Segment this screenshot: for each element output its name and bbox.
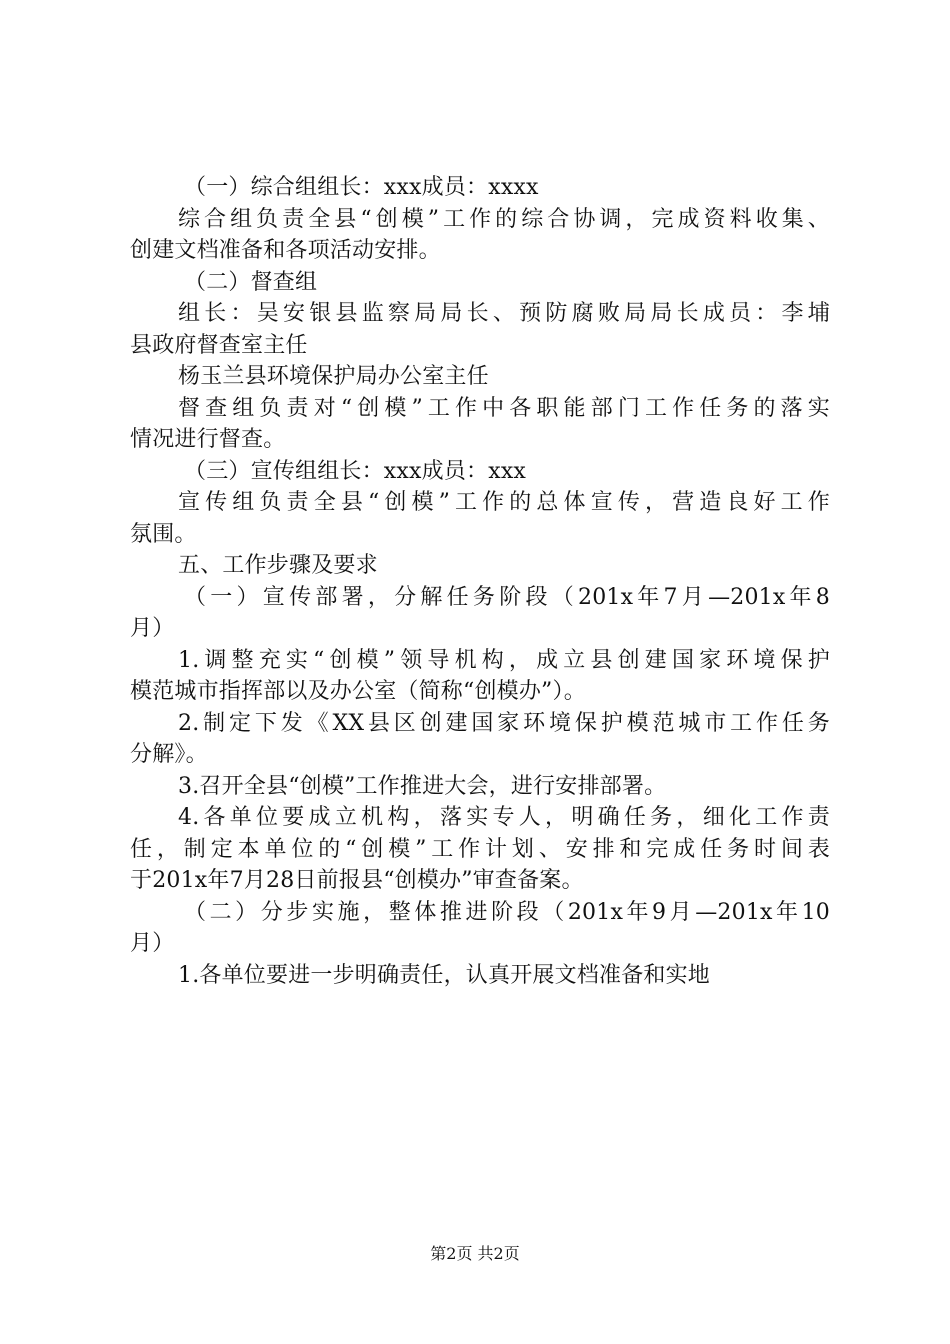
text-line: 模范城市指挥部以及办公室（简称“创模办”）。	[130, 679, 586, 704]
text-line: 宣传组负责全县“创模”工作的总体宣传，营造良好工作	[178, 490, 830, 515]
page-footer: 第2页 共2页	[430, 1244, 520, 1263]
text-line: 2.制定下发《XX县区创建国家环境保护模范城市工作任务	[178, 710, 830, 736]
text-line: 1.调整充实“创模”领导机构，成立县创建国家环境保护	[178, 647, 830, 673]
text-line: 综合组负责全县“创模”工作的综合协调，完成资料收集、	[178, 206, 830, 232]
text-line: （二）分步实施，整体推进阶段（201x年9月—201x年10	[184, 899, 830, 925]
text-line: 县政府督查室主任	[130, 332, 308, 358]
text-line: 创建文档准备和各项活动安排。	[130, 238, 441, 263]
text-line: 情况进行督查。	[130, 427, 286, 452]
text-line: 月）	[130, 931, 175, 956]
text-line: 杨玉兰县环境保护局办公室主任	[178, 364, 489, 389]
text-line: 于201x年7月28日前报县“创模办”审查备案。	[130, 868, 584, 893]
text-line: 组长：吴安银县监察局局长、预防腐败局局长成员：李埔	[178, 301, 830, 326]
section-heading: 五、工作步骤及要求	[178, 553, 378, 578]
text-line: （一）宣传部署，分解任务阶段（201x年7月—201x年8	[184, 584, 830, 610]
text-line: 氛围。	[130, 521, 197, 547]
document-body	[130, 172, 830, 991]
text-line: 督查组负责对“创模”工作中各职能部门工作任务的落实	[178, 395, 830, 421]
text-line: 3.召开全县“创模”工作推进大会，进行安排部署。	[178, 773, 667, 799]
text-line: （一）综合组组长：xxx成员：xxxx	[184, 175, 539, 200]
text-line: 4.各单位要成立机构，落实专人，明确任务，细化工作责	[178, 805, 830, 830]
text-line: 分解》。	[130, 742, 208, 767]
text-line: （二）督查组	[184, 269, 318, 295]
text-line: 1.各单位要进一步明确责任，认真开展文档准备和实地	[178, 962, 710, 988]
text-line: 任，制定本单位的“创模”工作计划、安排和完成任务时间表	[130, 836, 830, 862]
text-line: 月）	[130, 616, 175, 641]
text-line: （三）宣传组组长：xxx成员：xxx	[184, 458, 527, 484]
